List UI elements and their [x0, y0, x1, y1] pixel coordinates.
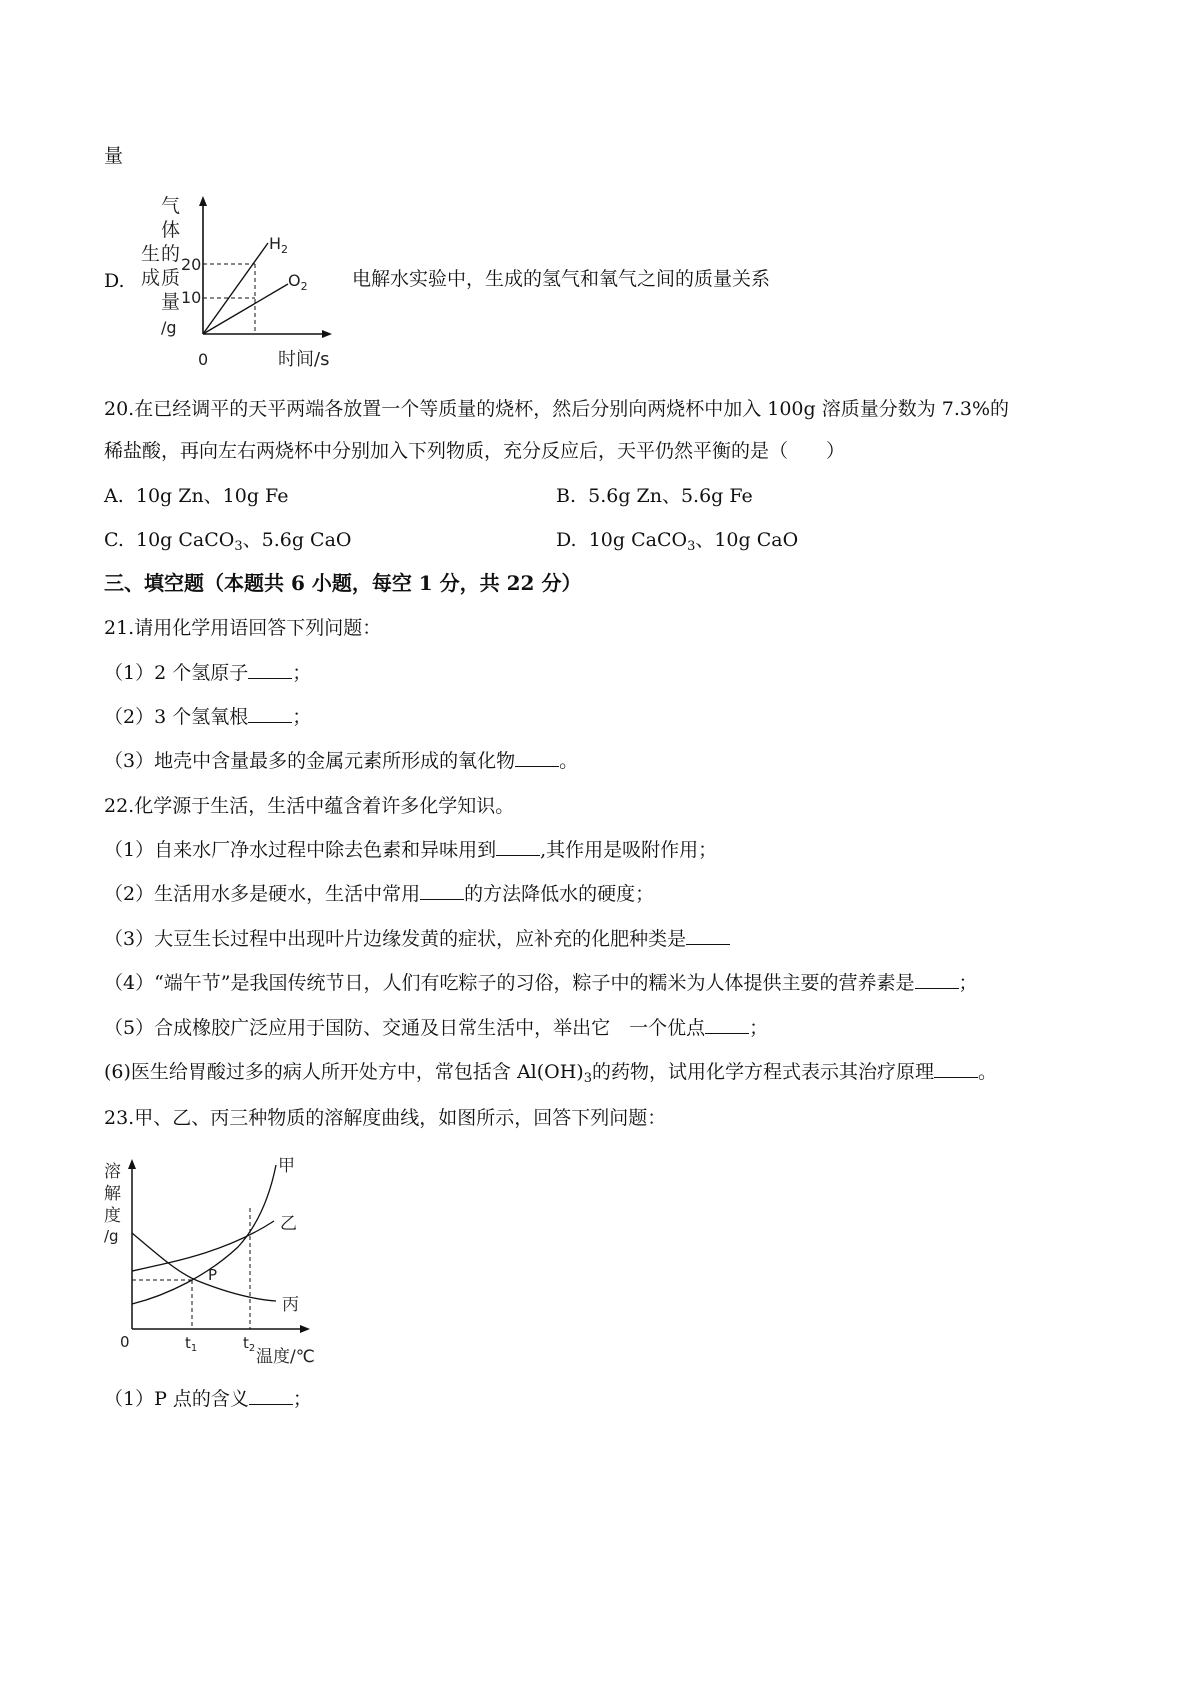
q22-item-5: （5）合成橡胶广泛应用于国防、交通及日常生活中，举出它 一个优点 ； — [104, 1017, 769, 1039]
y-label-2: 度 — [104, 1206, 121, 1226]
answer-blank — [515, 748, 559, 767]
q19-option-d-text: 电解水实验中，生成的氢气和氧气之间的质量关系 — [352, 268, 771, 290]
y-label-0: 溶 — [104, 1162, 121, 1182]
q20-stem-line2: 稀盐酸，再向左右两烧杯中分别加入下列物质，充分反应后，天平仍然平衡的是（ ） — [104, 440, 846, 462]
answer-blank — [934, 1059, 978, 1078]
answer-blank — [915, 970, 959, 989]
q19-continuation: 量 — [104, 145, 124, 167]
x-tick-t2: $t_2$ — [243, 1334, 256, 1354]
q20-option-a: A. 10g Zn、10g Fe — [104, 485, 289, 507]
y-label-col2-0: 气 — [161, 195, 181, 217]
q23-stem: 23.甲、乙、丙三种物质的溶解度曲线，如图所示，回答下列问题： — [104, 1107, 667, 1129]
answer-blank — [686, 926, 730, 945]
curve-jia-label: 甲 — [278, 1156, 295, 1176]
h2-label: $H_2$ — [269, 234, 289, 256]
answer-blank — [248, 660, 292, 679]
q23-item-1: （1）P 点的含义 ； — [104, 1388, 312, 1410]
y-label-1: 解 — [104, 1184, 121, 1204]
origin-label: 0 — [120, 1333, 130, 1351]
y-label-col1-0: 生 — [141, 243, 161, 265]
y-label-col1-1: 成 — [141, 267, 161, 289]
x-tick-t1: $t_1$ — [185, 1334, 198, 1354]
electrolysis-graph — [125, 188, 340, 373]
y-label-col2-1: 体 — [161, 219, 181, 241]
q20-option-d: D. 10g CaCO$_3$、10g CaO — [556, 529, 799, 554]
q21-item-3: （3）地壳中含量最多的金属元素所形成的氧化物 。 — [104, 750, 579, 772]
h2-line — [203, 243, 268, 334]
q22-item-4: （4）“端午节”是我国传统节日，人们有吃粽子的习俗，粽子中的糯米为人体提供主要的营养素是 ； — [104, 972, 978, 994]
answer-blank — [496, 837, 540, 856]
q20-option-b: B. 5.6g Zn、5.6g Fe — [556, 485, 753, 507]
y-tick-10: 10 — [181, 288, 202, 307]
q21-item-2: （2）3 个氢氧根 ； — [104, 706, 312, 728]
q21-item-1: （1）2 个氢原子 ； — [104, 662, 312, 684]
solubility-graph — [98, 1155, 328, 1370]
y-label-col2-4: 量 — [161, 291, 181, 313]
q21-stem: 21.请用化学用语回答下列问题： — [104, 617, 382, 639]
x-axis-label: 时间/s — [278, 349, 330, 370]
y-tick-20: 20 — [181, 255, 202, 274]
q19-option-d-letter: D. — [104, 270, 125, 292]
y-label-3: /g — [104, 1227, 119, 1245]
o2-label: $O_2$ — [288, 271, 308, 293]
curve-yi-label: 乙 — [280, 1214, 297, 1234]
point-p-label: P — [208, 1266, 218, 1284]
o2-line — [203, 284, 288, 334]
answer-blank — [249, 1386, 293, 1405]
y-unit: /g — [161, 318, 177, 337]
x-axis-arrow — [300, 1325, 310, 1333]
q22-item-6: (6)医生给胃酸过多的病人所开处方中，常包括含 $Al(OH)_3$的药物，试用化学方程式表示其治疗原理 。 — [104, 1061, 998, 1086]
y-label-col2-3: 质 — [161, 267, 181, 289]
y-axis-arrow — [199, 196, 207, 206]
curve-bing — [132, 1233, 276, 1301]
q22-stem: 22.化学源于生活，生活中蕴含着许多化学知识。 — [104, 795, 515, 817]
answer-blank — [705, 1015, 749, 1034]
section-3-heading: 三、填空题（本题共 6 小题，每空 1 分，共 22 分） — [104, 571, 582, 595]
q22-item-2: （2）生活用水多是硬水，生活中常用 的方法降低水的硬度； — [104, 883, 655, 905]
curve-bing-label: 丙 — [282, 1295, 299, 1315]
answer-blank — [420, 881, 464, 900]
q20-option-c: C. 10g CaCO$_3$、5.6g CaO — [104, 529, 352, 554]
x-axis-arrow — [322, 330, 332, 338]
y-label-col2-2: 的 — [161, 243, 181, 265]
q22-item-1: （1）自来水厂净水过程中除去色素和异味用到 ,其作用是吸附作用； — [104, 839, 718, 861]
origin-label: 0 — [198, 350, 209, 369]
x-axis-label: 温度/℃ — [256, 1347, 315, 1367]
y-axis-arrow — [128, 1159, 136, 1169]
q20-stem-line1: 20.在已经调平的天平两端各放置一个等质量的烧杯，然后分别向两烧杯中加入 100g 溶质量分数为 7.3%的 — [104, 398, 1010, 420]
q22-item-3: （3）大豆生长过程中出现叶片边缘发黄的症状，应补充的化肥种类是 — [104, 926, 730, 952]
answer-blank — [248, 704, 292, 723]
